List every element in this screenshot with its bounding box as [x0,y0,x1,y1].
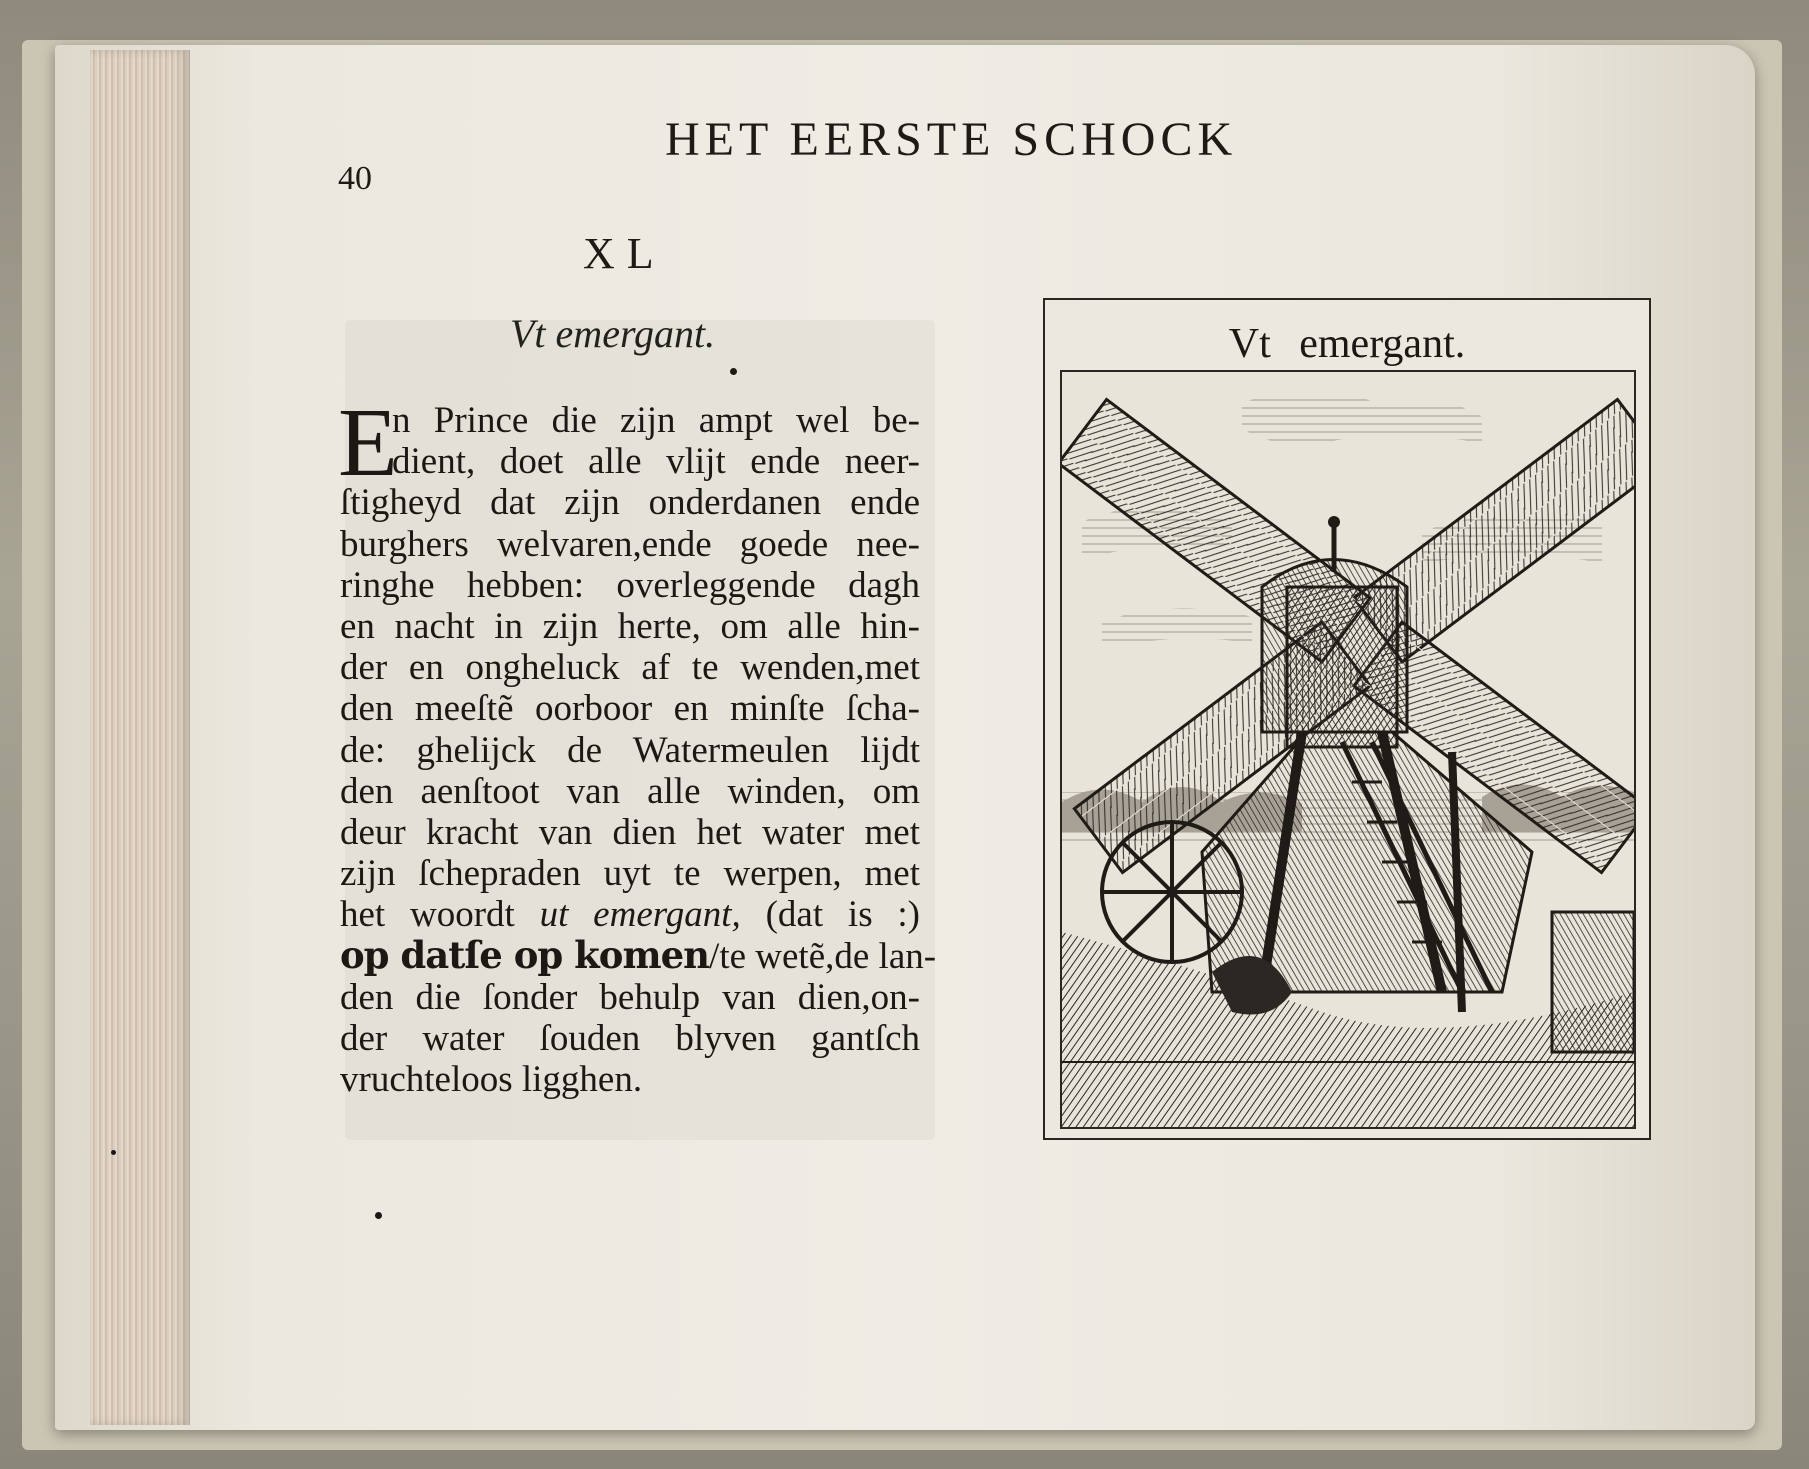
text-run: (dat is :) [740,894,920,936]
text-line: ringhe hebben: overleggende dagh [340,564,920,606]
text-line: ſtigheyd dat zijn onderdanen ende [340,482,920,524]
ink-speck [111,1150,116,1155]
text-line: en nacht in zijn herte, om alle hin- [340,605,920,647]
windmill-engraving [1060,370,1636,1129]
text-line: der water ſouden blyven gantſch [340,1017,920,1059]
engraving-title: Vt emergant. [1228,321,1466,367]
emblem-number: XL [583,229,666,278]
text-line: den die ſonder behulp van dien,on- [340,976,920,1018]
text-line: der en ongheluck af te wenden,met [340,647,920,689]
text-line: den aenſtoot van alle winden, om [340,770,920,812]
ink-speck [730,368,737,375]
text-line: den meeſtẽ oorboor en minſte ſcha- [340,688,920,730]
blackletter-phrase: op datſe op komen [340,933,710,978]
text-line: zijn ſchepraden uyt te werpen, met [340,853,920,895]
text-line: deur kracht van dien het water met [340,811,920,853]
text-line: n Prince die zijn ampt wel be- [392,400,920,441]
page-number: 40 [338,160,372,197]
text-line-mixed [340,894,920,935]
running-head: HET EERSTE SCHOCK [665,113,1238,166]
italic-phrase: ut emergant, [539,894,741,936]
text-line: burghers welvaren,ende goede nee- [340,523,920,565]
text-line: de: ghelijck de Watermeulen lijdt [340,729,920,771]
text-run: het woordt [340,894,540,936]
drop-cap: E [338,389,398,497]
page-edges [90,50,190,1425]
text-line-mixed [340,933,937,978]
motto: Vt emergant. [510,311,716,356]
text-line: vruchteloos ligghen. [340,1059,643,1100]
text-run: /te wetẽ,de lan- [709,936,937,978]
body-text [338,389,937,1100]
ink-speck [375,1212,382,1219]
text-line: dient, doet alle vlijt ende neer- [392,441,920,483]
